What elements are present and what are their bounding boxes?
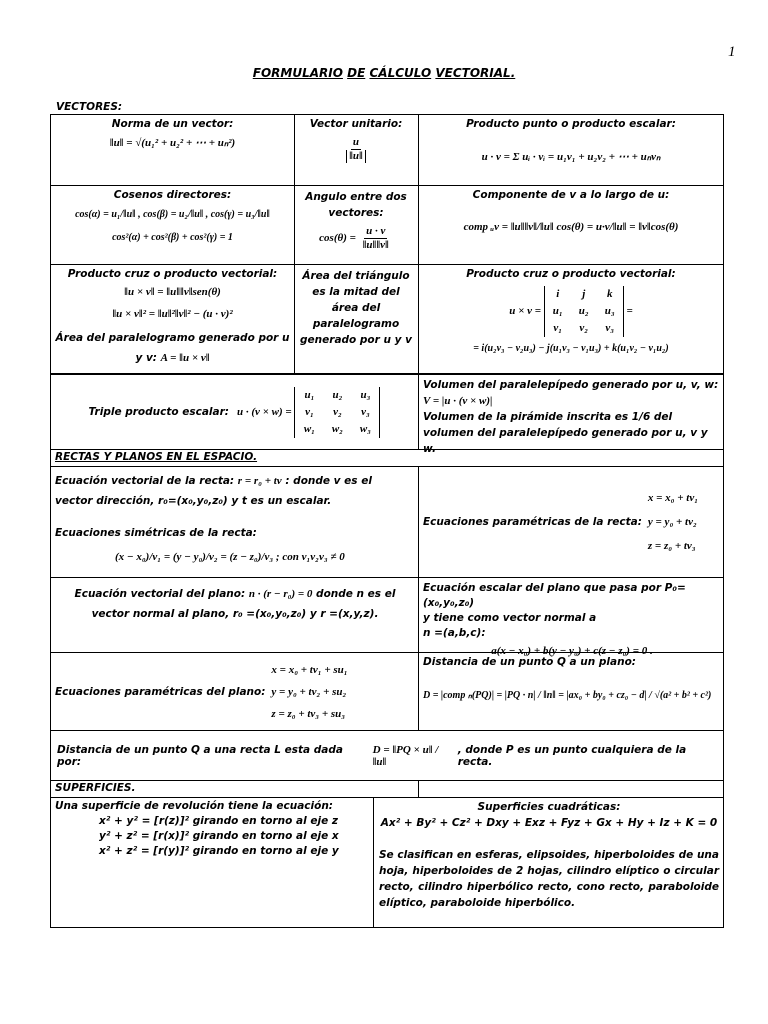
page-title <box>0 66 768 80</box>
row-dist-recta <box>50 731 724 781</box>
header-cruz-2: Producto cruz o producto vectorial: <box>466 268 676 280</box>
param-plano-z: z = z₀ + tv₃ + su₃ <box>271 707 346 720</box>
row-param-plano <box>50 653 724 731</box>
revolucion-y: x² + z² = [r(y)]² girando en torno al eje y <box>99 845 339 857</box>
recta-vectorial-desc: vector dirección, r₀=(x₀,y₀,z₀) y t es un escalar. <box>55 495 332 507</box>
cuadraticas-desc: Se clasifican en esferas, elipsoides, hiperboloides de una hoja, hiperboloides de 2 hojas, cilindro elíptico o circular recto, cilindro hiperbólico recto, cono recto, paraboloide elíptico, paraboloide hiperbólico. <box>379 849 719 909</box>
recta-vectorial: Ecuación vectorial de la recta: r = r₀ + tv : donde v es el <box>55 475 372 487</box>
row-superficies <box>50 798 724 928</box>
header-norma: Norma de un vector: <box>111 118 234 130</box>
row-section-rectas <box>50 450 724 467</box>
header-cruz-1: Producto cruz o producto vectorial: <box>67 268 278 280</box>
param-recta-z: z = z₀ + tv₃ <box>647 540 696 552</box>
plano-escalar-1: Ecuación escalar del plano que pasa por P₀=(x₀,y₀,z₀) <box>423 582 686 609</box>
row-norma <box>50 114 724 186</box>
header-punto: Producto punto o producto escalar: <box>466 118 676 130</box>
plano-escalar-3: n =(a,b,c): <box>423 627 486 639</box>
header-revolucion: Una superficie de revolución tiene la ecuación: <box>55 800 333 812</box>
plano-escalar-2: y tiene como vector normal a <box>423 612 597 624</box>
header-triple: Triple producto escalar: <box>88 406 229 418</box>
revolucion-z: x² + y² = [r(z)]² girando en torno al eje z <box>99 815 338 827</box>
formula-volumen: V = |u · (v × w)| <box>423 395 493 407</box>
plano-vectorial: Ecuación vectorial del plano: n · (r − r₀) = 0 donde n es el <box>74 588 396 600</box>
header-param-plano: Ecuaciones paramétricas del plano: <box>55 685 266 698</box>
formula-plano-escalar: a(x − x₀) + b(y − y₀) + c(z − z₀) = 0 . <box>491 645 653 657</box>
plano-vectorial-desc: vector normal al plano, r₀ =(x₀,y₀,z₀) y r =(x,y,z). <box>91 608 379 620</box>
formula-triple: u · (v × w) = u₁ u₂ u₃ v₁ v₂ v₃ w₁ w₂ w₃ <box>237 387 380 438</box>
volumen-piramide: Volumen de la pirámide inscrita es 1/6 del volumen del paralelepípedo generado por u, v y w. <box>423 411 708 455</box>
row-cosenos <box>50 186 724 265</box>
formula-det-expansion: = i(u₂v₃ − v₂u₃) − j(u₁v₃ − v₁u₃) + k(u₁v₂ − v₁u₂) <box>473 343 669 354</box>
row-recta <box>50 467 724 578</box>
section-superficies: SUPERFICIES. <box>55 782 136 794</box>
formula-cruz-a: ‖u × v‖ = ‖u‖‖v‖sen(θ) <box>124 286 221 298</box>
header-volumen: Volumen del paralelepípedo generado por u, v, w: <box>423 379 719 391</box>
row-plano <box>50 578 724 657</box>
row-triple <box>50 374 724 455</box>
header-cosenos: Cosenos directores: <box>113 189 232 201</box>
header-componente: Componente de v a lo largo de u: <box>472 189 670 201</box>
row-cruz <box>50 265 724 374</box>
formula-dist-recta: D = ‖PQ × u‖ / ‖u‖ <box>372 743 439 768</box>
formula-componente: comp ᵤv = ‖u‖‖v‖/‖u‖ cos(θ) = u·v/‖u‖ = ‖v‖cos(θ) <box>463 221 679 233</box>
header-unitario: Vector unitario: <box>309 118 403 130</box>
formula-cuadratica: Ax² + By² + Cz² + Dxy + Exz + Fyz + Gx + Hy + Iz + K = 0 <box>380 817 718 829</box>
formula-cosenos-1: cos(α) = u₁/‖u‖ , cos(β) = u₂/‖u‖ , cos(γ) = u₃/‖u‖ <box>75 209 270 220</box>
title-word: DE <box>347 66 366 80</box>
param-plano-x: x = x₀ + tv₁ + su₁ <box>271 663 348 676</box>
area-paralelogramo: Área del paralelogramo generado por u y v: A = ‖u × v‖ <box>55 332 290 364</box>
section-vectores: VECTORES: <box>56 101 123 113</box>
header-param-recta: Ecuaciones paramétricas de la recta: <box>423 516 642 528</box>
formula-cruz-b: ‖u × v‖² = ‖u‖²‖v‖² − (u · v)² <box>112 308 233 320</box>
page-number: 1 <box>728 44 736 60</box>
param-recta-x: x = x₀ + tv₁ <box>647 492 699 504</box>
formula-cosenos-2: cos²(α) + cos²(β) + cos²(γ) = 1 <box>112 232 233 243</box>
revolucion-x: y² + z² = [r(x)]² girando en torno al eje x <box>99 830 339 842</box>
header-angulo: Angulo entre dos vectores: <box>305 191 407 219</box>
section-rectas: RECTAS Y PLANOS EN EL ESPACIO. <box>55 451 258 463</box>
formula-unitario: $\frac{u}{‖u‖}$ <box>346 136 366 163</box>
param-plano-y: y = y₀ + tv₂ + su₂ <box>271 685 347 698</box>
row-section-superficies <box>50 781 724 798</box>
header-cuadraticas: Superficies cuadráticas: <box>477 801 621 813</box>
param-recta-y: y = y₀ + tv₂ <box>647 516 697 528</box>
formula-determinante: u × v = i j k u₁ u₂ u₃ v₁ v₂ v₃ = <box>418 286 724 337</box>
title-word: VECTORIAL. <box>435 66 516 80</box>
formula-simetricas: (x − x₀)/v₁ = (y − y₀)/v₂ = (z − z₀)/v₃ ; con v₁v₂v₃ ≠ 0 <box>115 551 345 563</box>
header-dist-plano: Distancia de un punto Q a un plano: <box>423 656 636 668</box>
formula-punto: u · v = Σ uᵢ · vᵢ = u₁v₁ + u₂v₂ + ⋯ + uₙvₙ <box>481 151 661 163</box>
formula-angulo: cos(θ) = $\frac{u \cdot v}{‖u‖‖v‖}$ <box>319 225 389 251</box>
header-simetricas: Ecuaciones simétricas de la recta: <box>55 527 257 539</box>
formula-dist-plano: D = |comp ₙ(PQ)| = |PQ · n| / ‖n‖ = |ax₀ + by₀ + cz₀ − d| / √(a² + b² + c²) <box>423 690 712 701</box>
header-dist-recta: Distancia de un punto Q a una recta L esta dada por: <box>57 743 343 768</box>
title-word: FORMULARIO <box>252 66 343 80</box>
dist-recta-desc: , donde P es un punto cualquiera de la recta. <box>457 743 687 768</box>
header-triangulo: Área del triángulo es la mitad del área del paralelogramo generado por u y v <box>300 270 412 346</box>
formula-norma: ‖u‖ = √(u₁² + u₂² + ⋯ + uₙ²) <box>109 137 236 149</box>
title-word: CÁLCULO <box>369 66 432 80</box>
